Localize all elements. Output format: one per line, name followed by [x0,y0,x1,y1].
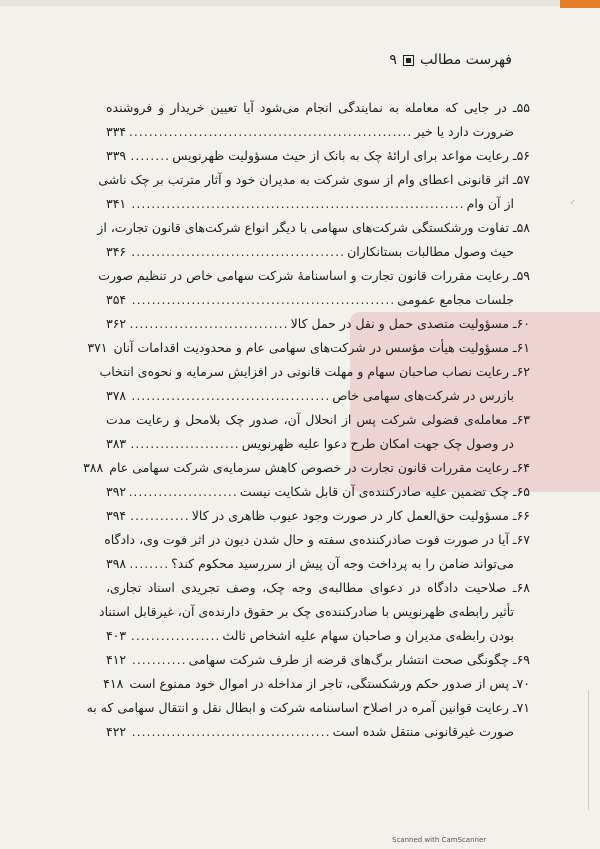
dot-leader [130,648,186,672]
margin-mark-icon: ⸝ [570,195,575,206]
toc-entry-text: می‌تواند ضامن را به پرداخت وجه آن پیش از سررسید محکوم کند؟ [171,556,514,571]
page-header [389,52,512,68]
toc-entry-line [106,144,530,168]
toc-entry-text: بودن رابطه‌ی مدیران و صاحبان سهام علیه اشخاص ثالث [222,628,514,643]
toc-entry-text: ۶۵ـ چک تضمین علیه صادرکننده‌ی آن قابل شکایت نیست [239,484,530,499]
square-bullet-icon [403,55,414,66]
toc-entry-line [106,480,530,504]
toc-entry-text: ۵۶ـ رعایت مواعد برای ارائهٔ چک به بانک از حیث مسؤولیت ظهرنویس [172,148,530,163]
toc-entry-line [106,384,530,408]
toc-page-number: ۴۱۲ [106,652,127,667]
toc-entry-line [106,312,530,336]
toc-entry-text: صورت غیرقانونی منتقل شده است [332,724,514,739]
toc-entry-text: ۶۳ـ معامله‌ی فضولی شرکت پس از انحلال آن، صدور چک بلامحل و رعایت مدت [106,412,530,427]
toc-entry[interactable] [106,528,530,576]
toc-entry-text: ۶۴ـ رعایت مقررات قانون تجارت در خصوص کاهش سرمایه‌ی شرکت سهامی عام [109,460,530,475]
toc-entry-line [106,96,530,120]
toc-page-number: ۳۴۱ [106,196,127,211]
toc-page-number: ۳۹۴ [106,508,127,523]
toc-entry-line [106,432,530,456]
dot-leader [130,552,169,576]
toc-entry[interactable] [106,96,530,144]
toc-entry-text: حیث وصول مطالبات بستانکاران [347,244,514,259]
toc-entry[interactable] [83,456,530,480]
toc-entry-text: ۶۸ـ صلاحیت دادگاه در دعوای مطالبه‌ی وجه چک، وصف تجریدی اسناد تجاری، [106,580,530,595]
toc-entry-text: ۷۰ـ پس از صدور حکم ورشکستگی، تاجر از مداخله در اموال خود ممنوع است [129,676,530,691]
toc-entry-text: تأثیر رابطه‌ی ظهرنویس با صادرکننده‌ی چک بر حقوق دارنده‌ی آن، غیرقابل استناد [99,604,514,619]
toc-entry-line [106,240,530,264]
toc-page-number: ۳۵۴ [106,292,127,307]
toc-entry[interactable] [97,216,530,264]
toc-page-number: ۳۹۸ [106,556,127,571]
toc-entry-text: ۶۰ـ مسؤولیت متصدی حمل و نقل در حمل کالا [290,316,530,331]
toc-entry-line [106,408,530,432]
dot-leader [130,288,395,312]
toc-entry[interactable] [103,672,530,696]
toc-entry-text: ۵۷ـ اثر قانونی اعطای وام از سوی شرکت به مدیران خود و آثار مترتب بر چک ناشی [98,172,530,187]
toc-entry[interactable] [106,480,530,504]
toc-entry-line [83,456,530,480]
toc-entry-line [98,168,530,192]
toc-entry-text: ۷۱ـ رعایت قوانین آمره در اصلاح اساسنامه شرکت و ابطال نقل و انتقال سهامی که به [86,700,530,715]
header-title: فهرست مطالب [419,52,512,68]
orange-tab-marker [560,0,600,8]
toc-entry-line [106,528,530,552]
toc-page-number: ۳۷۸ [106,388,127,403]
dot-leader [130,480,238,504]
toc-entry-text: ۵۸ـ تفاوت ورشکستگی شرکت‌های سهامی با دیگر انواع شرکت‌های قانون تجارت، از [97,220,530,235]
toc-entry-text: ۶۷ـ آیا در صورت فوت صادرکننده‌ی سفته و حال شدن دیون در اثر فوت وی، دادگاه [104,532,530,547]
toc-entry-line [106,288,530,312]
toc-entry-line [106,576,530,600]
toc-entry[interactable] [98,168,530,216]
toc-entry-line [99,360,530,384]
toc-entry-text: جلسات مجامع عمومی [397,292,514,307]
header-page-number: ۹ [389,52,397,68]
toc-page-number: ۳۳۴ [106,124,127,139]
toc-entry-line [97,216,530,240]
toc-page-number: ۳۷۱ [87,340,108,355]
dot-leader [130,144,170,168]
dot-leader [130,504,190,528]
toc-entry[interactable] [87,336,530,360]
toc-entry[interactable] [106,408,530,456]
toc-page-number: ۳۸۸ [83,460,104,475]
toc-entry-text: ۶۲ـ رعایت نصاب صاحبان سهام و مهلت قانونی در افزایش سرمایه و نحوه‌ی انتخاب [99,364,530,379]
toc-entry-text: بازرس در شرکت‌های سهامی خاص [332,388,514,403]
toc-entry-line [99,600,530,624]
dot-leader [130,192,464,216]
page-top-strip [0,0,600,6]
toc-entry-line [106,720,530,744]
toc-entry[interactable] [86,696,530,744]
toc-entry-text: ۶۹ـ چگونگی صحت انتشار برگ‌های قرضه از طرف شرکت سهامی [188,652,530,667]
toc-entry-text: از آن وام [466,196,514,211]
dot-leader [130,120,412,144]
dot-leader [130,312,288,336]
toc-page-number: ۳۹۲ [106,484,127,499]
toc-entry-line [106,192,530,216]
page-edge-line [588,690,589,810]
toc-entry-line [106,504,530,528]
dot-leader [130,384,330,408]
toc-entry-text: ۶۶ـ مسؤولیت حق‌العمل کار در صورت وجود عیوب ظاهری در کالا [191,508,530,523]
scanner-watermark: Scanned with CamScanner [392,836,487,844]
toc-entry-text: ۶۱ـ مسؤولیت هیأت مؤسس در شرکت‌های سهامی عام و محدودیت اقدامات آنان [113,340,530,355]
toc-entry-line [98,264,530,288]
dot-leader [130,720,330,744]
toc-page-number: ۳۸۳ [106,436,127,451]
toc-page-number: ۴۲۲ [106,724,127,739]
toc-entry-line [106,552,530,576]
toc-page-number: ۳۴۶ [106,244,127,259]
dot-leader [130,624,220,648]
toc-entry[interactable] [106,504,530,528]
toc-page-number: ۴۰۳ [106,628,127,643]
toc-entry[interactable] [99,360,530,408]
toc-entry-line [106,120,530,144]
toc-entry[interactable] [106,144,530,168]
table-of-contents [83,96,530,744]
toc-entry-line [103,672,530,696]
toc-entry-line [87,336,530,360]
toc-entry-line [106,648,530,672]
toc-page-number: ۴۱۸ [103,676,124,691]
toc-entry-text: ۵۹ـ رعایت مقررات قانون تجارت و اساسنامهٔ شرکت سهامی خاص در تنظیم صورت [98,268,530,283]
toc-entry[interactable] [106,648,530,672]
toc-page-number: ۳۶۲ [106,316,127,331]
dot-leader [130,240,345,264]
toc-entry[interactable] [98,264,530,312]
toc-entry[interactable] [106,312,530,336]
toc-entry-line [86,696,530,720]
toc-entry-text: ۵۵ـ در جایی که معامله به نمایندگی انجام می‌شود آیا تعیین خریدار و فروشنده [106,100,530,115]
toc-page-number: ۳۳۹ [106,148,127,163]
toc-entry-text: ضرورت دارد یا خیر [414,124,514,139]
toc-entry-line [106,624,530,648]
toc-entry-text: در وصول چک جهت امکان طرح دعوا علیه ظهرنویس [241,436,514,451]
toc-entry[interactable] [99,576,530,648]
dot-leader [130,432,240,456]
